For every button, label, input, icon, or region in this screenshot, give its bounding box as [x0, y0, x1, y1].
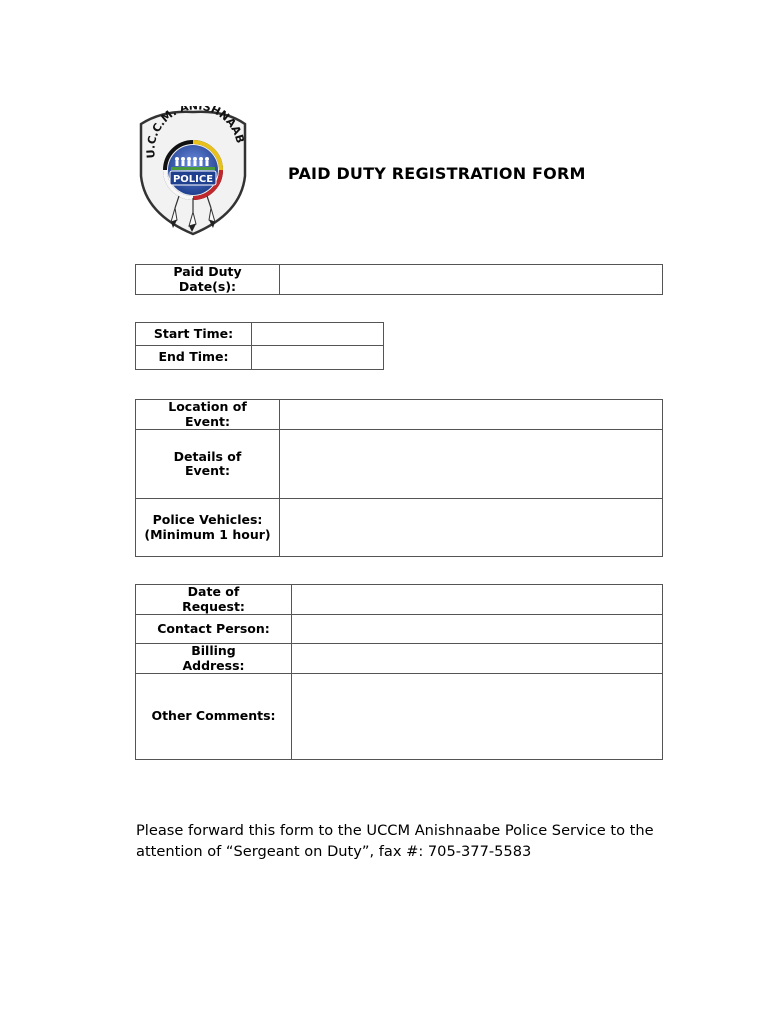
logo-badge-text: POLICE	[172, 174, 214, 185]
table-row	[136, 585, 663, 615]
start-time-label: Start Time:	[136, 323, 252, 346]
contact-person-field[interactable]	[292, 615, 663, 644]
table-row	[136, 265, 663, 295]
table-row	[136, 400, 663, 430]
footer-note: Please forward this form to the UCCM Anishnaabe Police Service to the attention of “Sergeant on Duty”, fax #: 705-377-5583	[136, 822, 654, 860]
billing-address-field[interactable]	[292, 644, 663, 674]
police-vehicles-field[interactable]	[280, 499, 663, 557]
start-time-field[interactable]	[252, 323, 384, 346]
paid-duty-dates-field[interactable]	[280, 265, 663, 295]
date-of-request-field[interactable]	[292, 585, 663, 615]
location-of-event-field[interactable]	[280, 400, 663, 430]
table-row	[136, 323, 384, 346]
dates-table	[135, 264, 663, 295]
details-of-event-label: Details of Event:	[136, 430, 280, 499]
end-time-label: End Time:	[136, 346, 252, 370]
billing-address-label: Billing Address:	[136, 644, 292, 674]
table-row	[136, 430, 663, 499]
page-title: PAID DUTY REGISTRATION FORM	[288, 164, 586, 183]
other-comments-label: Other Comments:	[136, 674, 292, 760]
police-crest-icon	[133, 106, 253, 238]
paid-duty-dates-label: Paid Duty Date(s):	[136, 265, 280, 295]
times-table	[135, 322, 384, 370]
end-time-field[interactable]	[252, 346, 384, 370]
location-of-event-label: Location of Event:	[136, 400, 280, 430]
event-table	[135, 399, 663, 557]
table-row	[136, 674, 663, 760]
contact-person-label: Contact Person:	[136, 615, 292, 644]
logo-arc-text: U.C.C.M. A ISHNAAB	[144, 106, 247, 159]
table-row	[136, 346, 384, 370]
table-row	[136, 644, 663, 674]
date-of-request-label: Date of Request:	[136, 585, 292, 615]
table-row	[136, 615, 663, 644]
police-logo	[133, 106, 253, 238]
table-row	[136, 499, 663, 557]
other-comments-field[interactable]	[292, 674, 663, 760]
police-vehicles-label: Police Vehicles: (Minimum 1 hour)	[136, 499, 280, 557]
details-of-event-field[interactable]	[280, 430, 663, 499]
request-table	[135, 584, 663, 760]
